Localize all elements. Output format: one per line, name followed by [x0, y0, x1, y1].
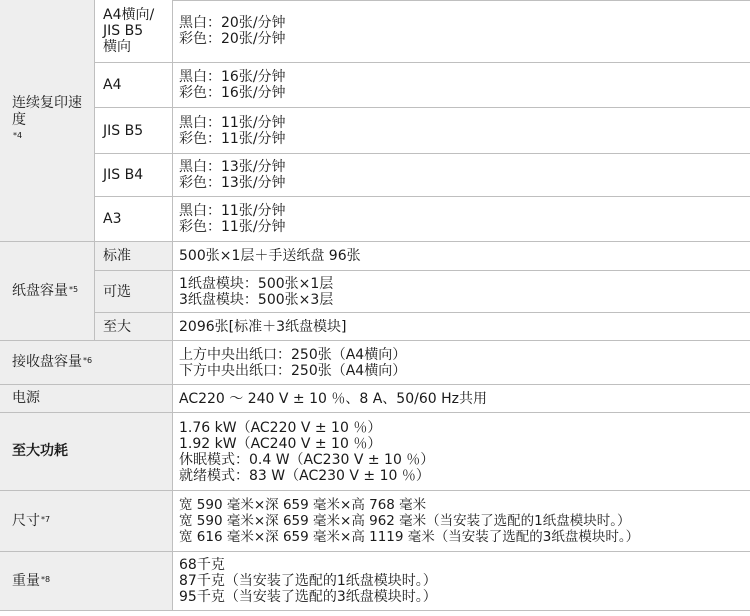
size-line: A4横向/ [103, 7, 155, 23]
value-line: 宽 590 毫米×深 659 毫米×高 768 毫米 [179, 497, 427, 513]
copy-speed-size-1 [94, 63, 173, 107]
value-line: 上方中央出纸口：250张（A4横向） [179, 346, 407, 363]
paper-tray-value-0 [173, 242, 750, 270]
copy-speed-value-1 [173, 63, 750, 107]
max-power-row [0, 413, 750, 491]
dimensions-row [0, 491, 750, 552]
copy-speed-text: 连续复印速度 [12, 95, 82, 128]
copy-speed-value-2 [173, 108, 750, 153]
copy-speed-group [0, 0, 750, 242]
weight-note: *8 [41, 574, 51, 584]
weight-value [173, 552, 750, 610]
value-line: 黑白：11张/分钟 [179, 203, 286, 219]
paper-tray-label-2 [94, 313, 173, 340]
copy-speed-category [0, 0, 94, 241]
output-tray-note: *6 [83, 356, 93, 365]
value-line: 宽 590 毫米×深 659 毫米×高 962 毫米（当安装了选配的1纸盘模块时。） [179, 513, 631, 529]
max-power-text: 至大功耗 [12, 443, 68, 459]
tray-row-label: 至大 [103, 318, 131, 335]
paper-tray-text: 纸盘容量 [12, 282, 68, 299]
value-line: 彩色：13张/分钟 [179, 175, 286, 191]
tray-row-label: 标准 [103, 248, 131, 264]
size-line: A4 [103, 77, 122, 93]
value-line: 就绪模式：83 W（AC230 V ± 10 ％） [179, 467, 430, 484]
paper-tray-value-1 [173, 271, 750, 312]
paper-tray-label [12, 283, 78, 300]
size-line: JIS B4 [103, 167, 144, 183]
copy-speed-value-0 [173, 0, 750, 62]
value-line: 黑白：11张/分钟 [179, 114, 286, 131]
weight-text: 重量 [12, 572, 40, 589]
copy-speed-size-2 [94, 108, 173, 153]
output-tray-value [173, 341, 750, 384]
power-text: 电源 [12, 390, 40, 406]
max-power-value [173, 413, 750, 490]
value-line: 彩色：11张/分钟 [179, 219, 286, 235]
output-tray-text: 接收盘容量 [12, 354, 82, 370]
value-line: 彩色：16张/分钟 [179, 85, 286, 101]
dimensions-label [12, 513, 50, 530]
value-line: 黑白：13张/分钟 [179, 159, 286, 175]
value-line: 500张×1层＋手送纸盘 96张 [179, 248, 361, 264]
copy-speed-value-3 [173, 154, 750, 196]
paper-tray-label-0 [94, 242, 173, 270]
copy-speed-size-0 [94, 0, 173, 62]
value-line: 彩色：11张/分钟 [179, 130, 286, 147]
output-tray-row [0, 341, 750, 385]
size-line: JIS B5 [103, 23, 144, 39]
power-category [0, 385, 173, 412]
weight-row [0, 552, 750, 611]
value-line: 黑白：20张/分钟 [179, 15, 286, 31]
dimensions-note: *7 [41, 514, 51, 524]
output-tray-label [12, 354, 92, 371]
value-line: 1.92 kW（AC240 V ± 10 ％） [179, 435, 382, 452]
copy-speed-label [12, 95, 94, 146]
paper-tray-group [0, 242, 750, 341]
weight-category [0, 552, 173, 610]
copy-speed-value-4 [173, 197, 750, 241]
dimensions-text: 尺寸 [12, 512, 40, 529]
value-line: 1.76 kW（AC220 V ± 10 ％） [179, 419, 382, 436]
paper-tray-note: *5 [69, 284, 79, 294]
size-line: A3 [103, 211, 122, 227]
value-line: 彩色：20张/分钟 [179, 31, 286, 47]
copy-speed-size-4 [94, 197, 173, 241]
value-line: 87千克（当安装了选配的1纸盘模块时。） [179, 573, 437, 589]
size-line: JIS B5 [103, 122, 144, 139]
dimensions-value [173, 491, 750, 551]
value-line: 95千克（当安装了选配的3纸盘模块时。） [179, 589, 437, 605]
weight-label [12, 573, 50, 590]
paper-tray-value-2 [173, 313, 750, 340]
max-power-category [0, 413, 173, 490]
paper-tray-category [0, 242, 94, 340]
copy-speed-size-3 [94, 154, 173, 196]
value-line: 下方中央出纸口：250张（A4横向） [179, 362, 407, 379]
dimensions-category [0, 491, 173, 551]
value-line: 68千克 [179, 557, 225, 573]
value-line: 2096张[标准＋3纸盘模块] [179, 318, 347, 335]
power-row [0, 385, 750, 413]
value-line: 休眠模式：0.4 W（AC230 V ± 10 ％） [179, 451, 435, 468]
tray-row-label: 可选 [103, 283, 131, 300]
value-line: 3纸盘模块：500张×3层 [179, 291, 334, 308]
power-value [173, 385, 750, 412]
copy-speed-note: *4 [13, 131, 23, 140]
value-line: 黑白：16张/分钟 [179, 69, 286, 85]
value-line: AC220 ～ 240 V ± 10 ％、8 A、50/60 Hz共用 [179, 390, 487, 407]
paper-tray-label-1 [94, 271, 173, 312]
size-line: 横向 [103, 39, 131, 55]
output-tray-category [0, 341, 173, 384]
value-line: 1纸盘模块：500张×1层 [179, 275, 334, 292]
value-line: 宽 616 毫米×深 659 毫米×高 1119 毫米（当安装了选配的3纸盘模块时。） [179, 529, 640, 545]
